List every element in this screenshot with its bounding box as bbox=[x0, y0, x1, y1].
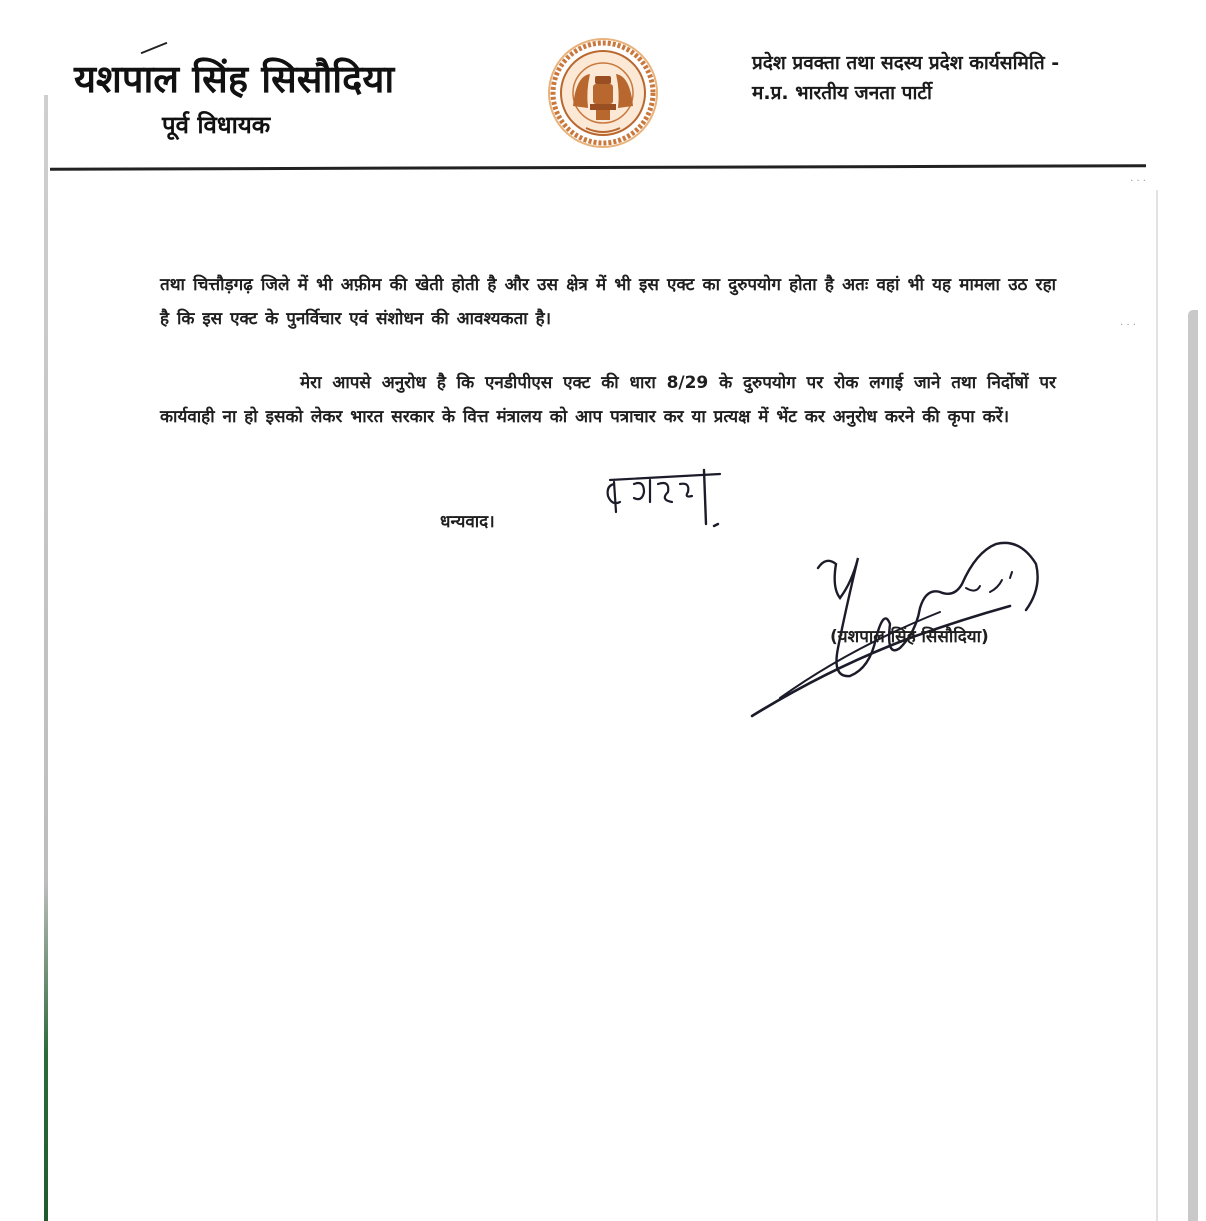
page-left-edge bbox=[44, 95, 48, 1221]
page-right-shadow bbox=[1156, 190, 1158, 1221]
body-paragraph-1: तथा चित्तौड़गढ़ जिले में भी अफ़ीम की खेती होती है और उस क्षेत्र में भी इस एक्ट का दुरुपयोग होता है अतः वहां भी यह मामला उठ रहा है कि इस एक्ट के पुनर्विचार एवं संशोधन की आवश्यकता है। bbox=[160, 275, 1056, 329]
letterhead-rule bbox=[50, 164, 1146, 170]
closing-text: धन्यवाद। bbox=[440, 512, 495, 532]
letterhead-role bbox=[752, 48, 1059, 108]
body-paragraph-2: मेरा आपसे अनुरोध है कि एनडीपीएस एक्ट की धारा 8/29 के दुरुपयोग पर रोक लगाई जाने तथा निर्दोषों पर कार्यवाही ना हो इसको लेकर भारत सरकार के वित्त मंत्रालय को आप पत्राचार कर या प्रत्यक्ष में भेंट कर अनुरोध करने की कृपा करें। bbox=[160, 373, 1056, 427]
role-line-2: म.प्र. भारतीय जनता पार्टी bbox=[752, 82, 932, 104]
role-line-1: प्रदेश प्रवक्ता तथा सदस्य प्रदेश कार्यसमिति - bbox=[752, 52, 1060, 74]
madhya-pradesh-emblem-icon bbox=[546, 36, 660, 150]
handwritten-note-saadar bbox=[600, 462, 740, 534]
page-right-edge bbox=[1188, 310, 1198, 1221]
paper-specks-2: · · · bbox=[1120, 320, 1136, 331]
letterhead-designation: पूर्व विधायक bbox=[162, 111, 271, 139]
letterhead-name: यशपाल सिंह सिसौदिया bbox=[74, 57, 395, 101]
signatory-name: (यशपाल सिंह सिसौदिया) bbox=[830, 627, 989, 647]
paper-specks: · · · bbox=[1130, 176, 1146, 187]
